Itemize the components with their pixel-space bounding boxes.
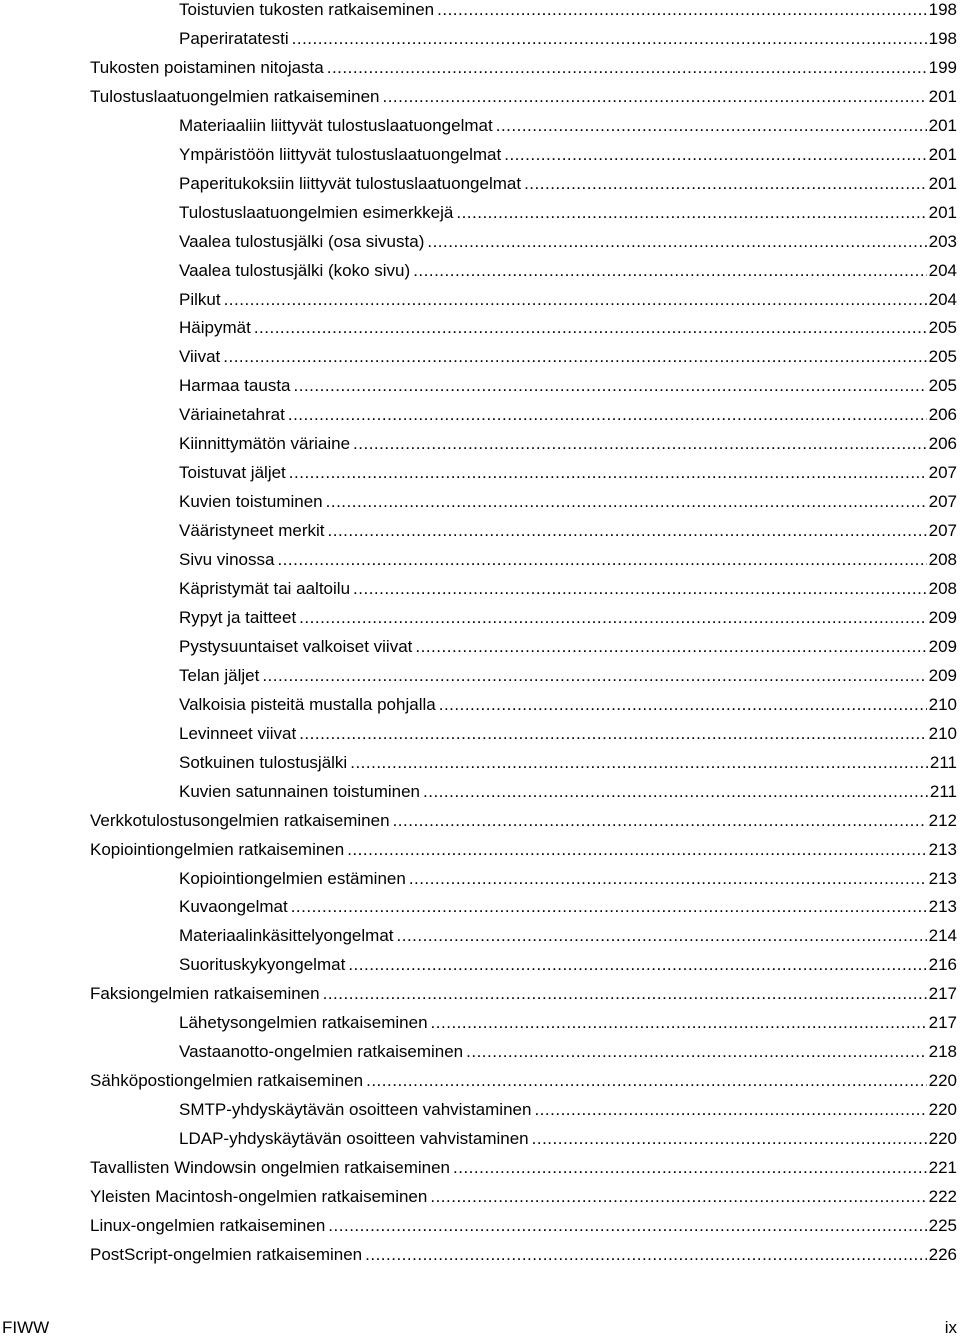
toc-entry-title: Vääristyneet merkit bbox=[179, 521, 325, 541]
toc-entry-page: 207 bbox=[928, 492, 957, 512]
toc-entry-page: 204 bbox=[928, 260, 957, 280]
toc-entry-page: 214 bbox=[928, 926, 957, 946]
toc-entry[interactable] bbox=[179, 431, 957, 457]
toc-entry[interactable] bbox=[179, 26, 957, 52]
toc-entry-page: 204 bbox=[928, 289, 957, 309]
toc-entry-page: 203 bbox=[928, 231, 957, 251]
toc-entry-title: Sähköpostiongelmien ratkaiseminen bbox=[90, 1071, 364, 1091]
toc-dot-leader bbox=[323, 981, 927, 1007]
toc-entry-page: 225 bbox=[928, 1215, 957, 1235]
toc-dot-leader bbox=[328, 518, 927, 544]
toc-dot-leader bbox=[353, 431, 927, 457]
toc-entry-page: 201 bbox=[928, 86, 957, 106]
toc-entry[interactable] bbox=[179, 634, 957, 660]
toc-entry[interactable] bbox=[90, 55, 957, 81]
toc-entry-title: SMTP-yhdyskäytävän osoitteen vahvistaminen bbox=[179, 1100, 532, 1120]
toc-entry[interactable] bbox=[179, 663, 957, 689]
toc-dot-leader bbox=[453, 1155, 927, 1181]
toc-dot-leader bbox=[366, 1068, 927, 1094]
toc-dot-leader bbox=[288, 402, 927, 428]
toc-entry-page: 211 bbox=[929, 781, 957, 801]
toc-entry[interactable] bbox=[179, 1126, 957, 1152]
toc-dot-leader bbox=[291, 894, 927, 920]
toc-entry-title: Pilkut bbox=[179, 289, 221, 309]
toc-entry-page: 217 bbox=[928, 984, 957, 1004]
toc-entry[interactable] bbox=[179, 721, 957, 747]
toc-entry-page: 201 bbox=[928, 115, 957, 135]
toc-entry-title: Lähetysongelmien ratkaiseminen bbox=[179, 1013, 428, 1033]
toc-entry[interactable] bbox=[179, 373, 957, 399]
toc-entry-title: Kopiointiongelmien estäminen bbox=[179, 868, 406, 888]
toc-entry-title: Ympäristöön liittyvät tulostuslaatuongelmat bbox=[179, 144, 502, 164]
toc-entry-title: Levinneet viivat bbox=[179, 723, 297, 743]
toc-entry-title: Tukosten poistaminen nitojasta bbox=[90, 57, 324, 77]
toc-entry[interactable] bbox=[179, 518, 957, 544]
toc-entry[interactable] bbox=[179, 258, 957, 284]
toc-entry-title: Yleisten Macintosh-ongelmien ratkaiseminen bbox=[90, 1187, 428, 1206]
toc-entry-title: Kopiointiongelmien ratkaiseminen bbox=[90, 839, 345, 859]
toc-entry-title: Paperitukoksiin liittyvät tulostuslaatuongelmat bbox=[179, 173, 522, 193]
toc-entry-title: Materiaaliin liittyvät tulostuslaatuongelmat bbox=[179, 115, 493, 135]
toc-entry-page: 209 bbox=[928, 636, 957, 656]
toc-entry-title: Suorituskykyongelmat bbox=[179, 955, 346, 975]
toc-entry-page: 213 bbox=[928, 868, 957, 888]
toc-entry-title: Paperiratatesti bbox=[179, 28, 289, 48]
toc-entry[interactable] bbox=[90, 1184, 957, 1210]
toc-entry-title: Kuvien toistuminen bbox=[179, 492, 323, 512]
footer-page-number: ix bbox=[944, 1318, 957, 1337]
toc-dot-leader bbox=[382, 84, 926, 110]
footer-language-code: FIWW bbox=[2, 1318, 50, 1337]
toc-dot-leader bbox=[496, 113, 927, 139]
toc-entry-page: 221 bbox=[928, 1158, 957, 1177]
toc-dot-leader bbox=[397, 923, 927, 949]
toc-entry-title: Kuvien satunnainen toistuminen bbox=[179, 781, 420, 801]
toc-entry-page: 199 bbox=[928, 57, 957, 77]
toc-entry-title: Materiaalinkäsittelyongelmat bbox=[179, 926, 394, 946]
toc-dot-leader bbox=[439, 692, 927, 718]
toc-entry-page: 210 bbox=[928, 694, 957, 714]
toc-entry-title: Telan jäljet bbox=[179, 665, 260, 685]
toc-entry[interactable] bbox=[179, 692, 957, 718]
toc-entry-title: Faksiongelmien ratkaiseminen bbox=[90, 984, 320, 1004]
toc-entry[interactable] bbox=[179, 200, 957, 226]
toc-entry-page: 218 bbox=[928, 1042, 957, 1062]
toc-dot-leader bbox=[504, 142, 926, 168]
toc-dot-leader bbox=[456, 200, 926, 226]
toc-entry[interactable] bbox=[179, 460, 957, 486]
toc-entry-title: Toistuvien tukosten ratkaiseminen bbox=[179, 0, 435, 19]
toc-entry-page: 210 bbox=[928, 723, 957, 743]
toc-entry-title: Tavallisten Windowsin ongelmien ratkaiseminen bbox=[90, 1158, 451, 1177]
toc-entry[interactable] bbox=[179, 923, 957, 949]
toc-entry[interactable] bbox=[179, 171, 957, 197]
toc-dot-leader bbox=[393, 808, 927, 834]
toc-dot-leader bbox=[254, 315, 927, 341]
toc-entry-page: 201 bbox=[928, 144, 957, 164]
toc-entry-page: 201 bbox=[928, 202, 957, 222]
toc-dot-leader bbox=[415, 634, 926, 660]
toc-entry-title: Kuvaongelmat bbox=[179, 897, 288, 917]
toc-entry[interactable] bbox=[90, 837, 957, 863]
toc-entry-title: Toistuvat jäljet bbox=[179, 463, 286, 483]
toc-entry[interactable] bbox=[179, 605, 957, 631]
toc-entry-title: Viivat bbox=[179, 347, 221, 367]
toc-entry[interactable] bbox=[179, 547, 957, 573]
toc-dot-leader bbox=[524, 171, 927, 197]
toc-dot-leader bbox=[409, 866, 927, 892]
toc-dot-leader bbox=[326, 489, 927, 515]
toc-dot-leader bbox=[350, 750, 928, 776]
toc-entry-title: Linux-ongelmien ratkaiseminen bbox=[90, 1215, 326, 1235]
toc-entry-title: PostScript-ongelmien ratkaiseminen bbox=[90, 1244, 363, 1264]
toc-entry-title: Vaalea tulostusjälki (osa sivusta) bbox=[179, 231, 425, 251]
toc-entry-page: 206 bbox=[928, 434, 957, 454]
toc-dot-leader bbox=[348, 952, 926, 978]
toc-entry-page: 212 bbox=[928, 810, 957, 830]
toc-entry-page: 213 bbox=[928, 897, 957, 917]
toc-entry[interactable] bbox=[179, 866, 957, 892]
toc-entry[interactable] bbox=[179, 344, 957, 370]
toc-dot-leader bbox=[353, 576, 927, 602]
toc-entry-page: 205 bbox=[928, 318, 957, 338]
toc-entry-title: Sotkuinen tulostusjälki bbox=[179, 752, 348, 772]
toc-entry-page: 198 bbox=[928, 28, 957, 48]
toc-entry-page: 216 bbox=[928, 955, 957, 975]
toc-entry[interactable] bbox=[90, 1155, 957, 1181]
toc-dot-leader bbox=[277, 547, 926, 573]
toc-entry-page: 220 bbox=[928, 1100, 957, 1120]
toc-dot-leader bbox=[294, 373, 927, 399]
toc-entry[interactable] bbox=[90, 84, 957, 110]
toc-entry[interactable] bbox=[179, 489, 957, 515]
toc-entry-title: Pystysuuntaiset valkoiset viivat bbox=[179, 636, 413, 656]
toc-dot-leader bbox=[328, 1213, 926, 1239]
toc-entry-page: 201 bbox=[928, 173, 957, 193]
toc-entry-page: 213 bbox=[928, 839, 957, 859]
toc-entry-page: 226 bbox=[928, 1244, 957, 1264]
toc-entry-title: Sivu vinossa bbox=[179, 550, 275, 569]
toc-entry-title: Harmaa tausta bbox=[179, 376, 291, 396]
toc-entry-title: Valkoisia pisteitä mustalla pohjalla bbox=[179, 694, 436, 714]
toc-entry-page: 205 bbox=[928, 376, 957, 396]
toc-dot-leader bbox=[365, 1242, 927, 1268]
toc-entry[interactable] bbox=[179, 0, 957, 23]
toc-entry-title: Tulostuslaatuongelmien ratkaiseminen bbox=[90, 86, 380, 106]
toc-dot-leader bbox=[413, 258, 926, 284]
toc-dot-leader bbox=[292, 26, 927, 52]
toc-dot-leader bbox=[223, 344, 926, 370]
toc-entry-page: 208 bbox=[928, 550, 957, 569]
toc-dot-leader bbox=[327, 55, 927, 81]
toc-dot-leader bbox=[437, 0, 926, 23]
toc-entry[interactable] bbox=[179, 779, 957, 805]
toc-dot-leader bbox=[224, 287, 927, 313]
toc-entry-page: 207 bbox=[928, 463, 957, 483]
toc-dot-leader bbox=[299, 721, 926, 747]
toc-entry-page: 209 bbox=[928, 665, 957, 685]
toc-dot-leader bbox=[289, 460, 927, 486]
toc-entry[interactable] bbox=[179, 1010, 957, 1036]
toc-entry[interactable] bbox=[90, 1068, 957, 1094]
toc-entry[interactable] bbox=[179, 576, 957, 602]
toc-entry-page: 222 bbox=[928, 1187, 957, 1206]
toc-dot-leader bbox=[299, 605, 926, 631]
toc-dot-leader bbox=[427, 229, 926, 255]
toc-entry[interactable] bbox=[179, 229, 957, 255]
toc-dot-leader bbox=[347, 837, 926, 863]
toc-entry[interactable] bbox=[179, 1097, 957, 1123]
toc-entry-page: 198 bbox=[928, 0, 957, 19]
toc-entry-title: Tulostuslaatuongelmien esimerkkejä bbox=[179, 202, 454, 222]
toc-dot-leader bbox=[466, 1039, 926, 1065]
toc-entry-page: 220 bbox=[928, 1129, 957, 1148]
toc-dot-leader bbox=[423, 779, 928, 805]
toc-entry-page: 205 bbox=[928, 347, 957, 367]
toc-entry-title: Käpristymät tai aaltoilu bbox=[179, 579, 351, 598]
toc-entry-page: 211 bbox=[929, 752, 957, 772]
toc-entry[interactable] bbox=[179, 113, 957, 139]
toc-entry-title: Vastaanotto-ongelmien ratkaiseminen bbox=[179, 1042, 464, 1062]
toc-entry-title: Häipymät bbox=[179, 318, 251, 338]
toc-entry-page: 207 bbox=[928, 521, 957, 541]
toc-entry[interactable] bbox=[179, 142, 957, 168]
toc-entry[interactable] bbox=[90, 1242, 957, 1268]
toc-entry-title: Verkkotulostusongelmien ratkaiseminen bbox=[90, 810, 390, 830]
toc-dot-leader bbox=[430, 1184, 926, 1210]
toc-entry-page: 220 bbox=[928, 1071, 957, 1091]
toc-entry-title: LDAP-yhdyskäytävän osoitteen vahvistaminen bbox=[179, 1129, 529, 1148]
toc-entry-title: Rypyt ja taitteet bbox=[179, 607, 297, 627]
toc-dot-leader bbox=[534, 1097, 926, 1123]
toc-entry[interactable] bbox=[179, 1039, 957, 1065]
toc-entry-page: 209 bbox=[928, 607, 957, 627]
toc-entry[interactable] bbox=[179, 952, 957, 978]
toc-entry-title: Väriainetahrat bbox=[179, 405, 285, 425]
toc-entry[interactable] bbox=[179, 315, 957, 341]
toc-entry-page: 208 bbox=[928, 579, 957, 598]
toc-entry-title: Vaalea tulostusjälki (koko sivu) bbox=[179, 260, 411, 280]
toc-entry[interactable] bbox=[90, 1213, 957, 1239]
toc-dot-leader bbox=[431, 1010, 927, 1036]
toc-entry[interactable] bbox=[179, 287, 957, 313]
toc-entry-title: Kiinnittymätön väriaine bbox=[179, 434, 351, 454]
toc-entry[interactable] bbox=[179, 894, 957, 920]
toc-dot-leader bbox=[532, 1126, 927, 1152]
toc-entry[interactable] bbox=[90, 808, 957, 834]
toc-entry-page: 217 bbox=[928, 1013, 957, 1033]
toc-entry[interactable] bbox=[179, 402, 957, 428]
toc-dot-leader bbox=[262, 663, 926, 689]
toc-entry-page: 206 bbox=[928, 405, 957, 425]
toc-entry[interactable] bbox=[90, 981, 957, 1007]
toc-entry[interactable] bbox=[179, 750, 957, 776]
